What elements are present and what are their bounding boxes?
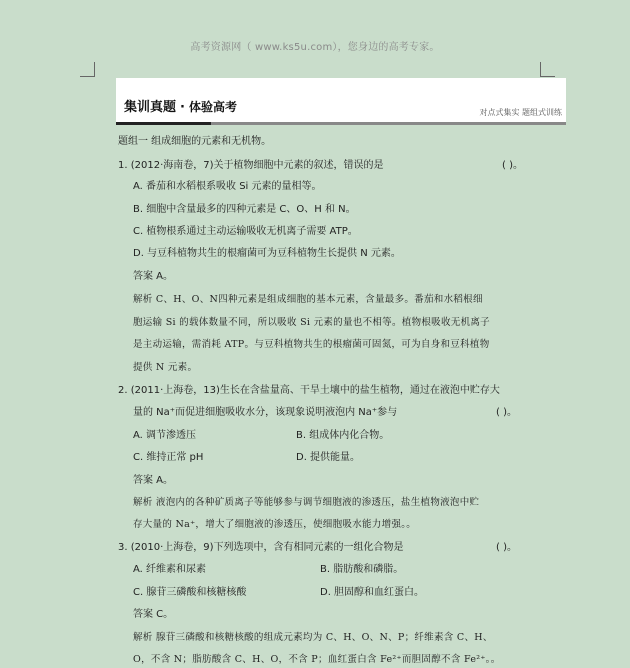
banner-right-text: 对点式集实 题组式训练 bbox=[479, 108, 562, 117]
q1-explanation-line: 胞运输 Si 的载体数量不同，所以吸收 Si 元素的量也不相等。植物根吸收无机离子 bbox=[133, 317, 490, 328]
q3-option-d: D. 胆固醇和血红蛋白。 bbox=[320, 587, 425, 598]
q2-option-b: B. 组成体内化合物。 bbox=[296, 430, 390, 441]
q3-option-c: C. 腺苷三磷酸和核糖核酸 bbox=[133, 587, 247, 598]
q2-explanation-line: 存大量的 Na⁺，增大了细胞液的渗透压，使细胞吸水能力增强。。 bbox=[133, 519, 417, 530]
banner-subtitle: 体验高考 bbox=[188, 100, 237, 114]
group-title: 题组一 组成细胞的元素和无机物。 bbox=[118, 136, 272, 147]
crop-mark-top-right bbox=[540, 62, 555, 77]
q2-explanation-line: 解析 液泡内的各种矿质离子等能够参与调节细胞液的渗透压，盐生植物液泡中贮 bbox=[133, 497, 480, 508]
q1-explanation-line: 提供 N 元素。 bbox=[133, 362, 198, 373]
watermark: 高考资源网（ www.ks5u.com），您身边的高考专家。 bbox=[190, 42, 440, 53]
q3-answer-paren: ( )。 bbox=[496, 542, 517, 553]
q2-stem-line: 量的 Na⁺而促进细胞吸收水分，该现象说明液泡内 Na⁺参与 bbox=[133, 407, 398, 418]
banner-accent-bar bbox=[116, 122, 211, 125]
q2-option-d: D. 提供能量。 bbox=[296, 452, 361, 463]
q1-option-d: D. 与豆科植物共生的根瘤菌可为豆科植物生长提供 N 元素。 bbox=[133, 248, 401, 259]
crop-mark-top-left bbox=[80, 62, 95, 77]
document-page bbox=[116, 78, 566, 668]
q3-explanation-line: 解析 腺苷三磷酸和核糖核酸的组成元素均为 C、H、O、N、P；纤维素含 C、H、 bbox=[133, 632, 493, 643]
q1-option-c: C. 植物根系通过主动运输吸收无机离子需要 ATP。 bbox=[133, 226, 358, 237]
q2-option-c: C. 维持正常 pH bbox=[133, 452, 204, 463]
q3-explanation-line: O，不含 N；脂肪酸含 C、H、O，不含 P；血红蛋白含 Fe²⁺而胆固醇不含 Fe²⁺。。 bbox=[133, 654, 501, 665]
banner-title bbox=[124, 96, 237, 115]
q1-stem: 1. (2012·海南卷，7)关于植物细胞中元素的叙述，错误的是 bbox=[118, 160, 384, 171]
q3-answer: 答案 C。 bbox=[133, 609, 174, 620]
q1-answer: 答案 A。 bbox=[133, 271, 174, 282]
q2-option-a: A. 调节渗透压 bbox=[133, 430, 197, 441]
q2-stem-line: 2. (2011·上海卷，13)生长在含盐量高、干旱土壤中的盐生植物，通过在液泡中贮存大 bbox=[118, 385, 500, 396]
q1-answer-paren: ( )。 bbox=[502, 160, 523, 171]
q3-stem: 3. (2010·上海卷，9)下列选项中，含有相同元素的一组化合物是 bbox=[118, 542, 404, 553]
q1-option-a: A. 番茄和水稻根系吸收 Si 元素的量相等。 bbox=[133, 181, 322, 192]
q1-explanation-line: 解析 C、H、O、N四种元素是组成细胞的基本元素，含量最多。番茄和水稻根细 bbox=[133, 294, 483, 305]
q1-explanation-line: 是主动运输，需消耗 ATP。与豆科植物共生的根瘤菌可固氮，可为自身和豆科植物 bbox=[133, 339, 490, 350]
q2-answer: 答案 A。 bbox=[133, 475, 174, 486]
banner-separator: · bbox=[180, 100, 185, 115]
banner-title-main: 集训真题 bbox=[124, 100, 177, 115]
q2-answer-paren: ( )。 bbox=[496, 407, 517, 418]
q3-option-b: B. 脂肪酸和磷脂。 bbox=[320, 564, 404, 575]
section-banner bbox=[116, 78, 566, 125]
q3-option-a: A. 纤维素和尿素 bbox=[133, 564, 207, 575]
q1-option-b: B. 细胞中含量最多的四种元素是 C、O、H 和 N。 bbox=[133, 204, 356, 215]
